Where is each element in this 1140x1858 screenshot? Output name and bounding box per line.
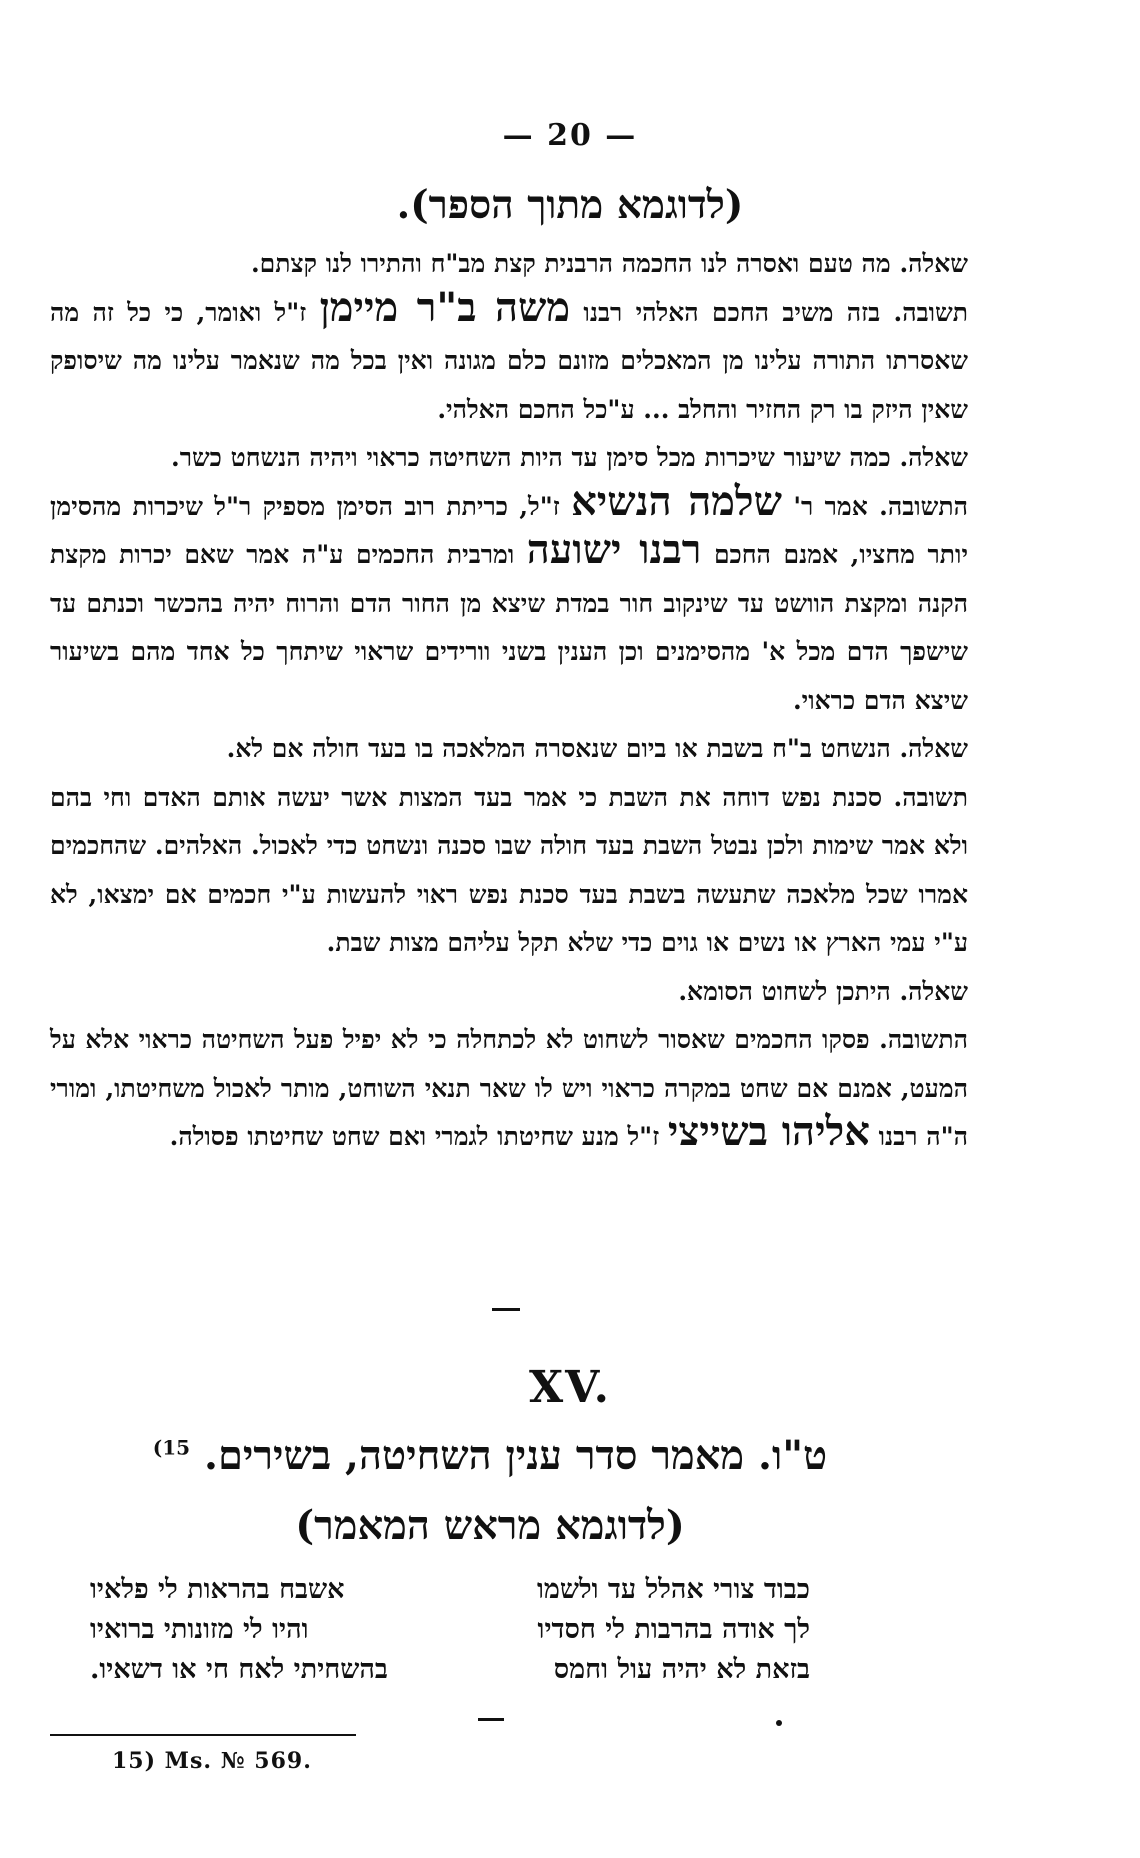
poem-hemistich-right: בזאת לא יהיה עול וחמס	[553, 1654, 810, 1685]
paragraph-question	[50, 725, 968, 774]
paragraph-text: היתכן לשחוט הסומא.	[678, 976, 900, 1006]
paragraph-answer	[50, 283, 969, 435]
person-name: רבנו ישועה	[526, 526, 702, 573]
poem-divider	[478, 1718, 504, 1721]
paragraph-label: שאלה.	[899, 249, 968, 278]
paragraph-answer	[50, 477, 969, 726]
section-heading-text: ט"ו. מאמר סדר ענין השחיטה, בשירים.	[204, 1432, 828, 1479]
paragraph-label: תשובה.	[893, 297, 969, 327]
page-number: — 20 —	[502, 118, 638, 153]
paragraph-text: פסקו החכמים שאסור לשחוט לא לכתחלה כי לא יפיל פעל השחיטה כראוי אלא על המעט, אמנם אם שחט במקרה כראוי ויש לו שאר תנאי השוחט, מותר לאכול משחיטתו, ומורי ה"ה רבנו	[50, 1025, 968, 1151]
poem-line	[90, 1610, 810, 1650]
paragraph-text: הנשחט ב"ח בשבת או ביום שנאסרה המלאכה בו בעד חולה אם לא.	[226, 734, 900, 763]
paragraph-label: תשובה.	[893, 782, 968, 812]
poem-hemistich-right: לך אודה בהרבות לי חסדיו	[537, 1614, 810, 1645]
section-subheading: (לדוגמא מראש המאמר)	[295, 1502, 685, 1549]
paragraph-answer	[50, 1016, 968, 1162]
poem-hemistich-left: והיו לי מזונותי ברואיו	[90, 1614, 309, 1645]
poem-hemistich-left: אשבח בהראות לי פלאיו	[90, 1574, 345, 1605]
paragraph-text: ומרבית החכמים ע"ה אמר שאם יכרות מקצת הקנה ומקצת הוושט עד שינקוב חור במדת שיצא מן החור הדם והרוח יהיה בהכשר וכנתם עד שישפך הדם מכל א' מהסימנים וכן הענין בשני וורידים שראוי שיתחך כל אחד מהם בשיעור שיצא הדם כראוי.	[50, 540, 968, 715]
poem-line	[90, 1570, 810, 1610]
paragraph-text: ז"ל מנע שחיטתו לגמרי ואם שחט שחיטתו פסולה.	[169, 1122, 668, 1151]
paragraph-label: התשובה.	[879, 1025, 968, 1054]
paragraph-text: ז"ל ואומר, כי כל זה מה שאסרתו התורה עלינו מן המאכלים מזונם כלם מגונה ואין בכל מה שנאמר עלינו מה שיסופק שאין היזק בו רק החזיר והחלב ... ע"כל החכם האלהי.	[50, 297, 968, 424]
paragraph-text: סכנת נפש דוחה את השבת כי אמר בעד המצות אשר יעשה אותם האדם וחי בהם ולא אמר שימות ולכן נבטל השבת בעד חולה שבו סכנה ונשחט כדי לאכול. האלהים. שהחכמים אמרו שכל מלאכה שתעשה בשבת בעד סכנת נפש ראוי להעשות ע"י חכמים אם ימצאו, לא ע"י עמי הארץ או נשים או גוים כדי שלא תקל עליהם מצות שבת.	[50, 782, 968, 957]
footnote-rule	[50, 1734, 356, 1736]
paragraph-question	[50, 968, 968, 1017]
footnote-mark: 15)	[152, 1435, 191, 1460]
paragraph-question	[50, 434, 968, 483]
poem-hemistich-right: כבוד צורי אהלל עד ולשמו	[536, 1574, 810, 1605]
section-heading	[50, 1432, 930, 1479]
footnote: 15) Ms. № 569.	[112, 1748, 312, 1774]
poem-line	[90, 1650, 810, 1690]
ink-dot	[776, 1720, 782, 1726]
body-text	[50, 240, 968, 1162]
poem-hemistich-left: בהשחיתי לאח חי או דשאיו.	[90, 1654, 388, 1685]
section-divider	[492, 1308, 520, 1311]
paragraph-label: שאלה.	[899, 976, 968, 1006]
paragraph-label: התשובה.	[879, 491, 969, 521]
paragraph-answer	[50, 774, 968, 968]
person-name: משה ב"ר מיימן	[319, 283, 571, 331]
paragraph-label: שאלה.	[899, 734, 968, 763]
paragraph-text: אמר ר'	[781, 491, 880, 521]
paragraph-text: מה טעם ואסרה לנו החכמה הרבנית קצת מב"ח והתירו לנו קצתם.	[250, 249, 900, 278]
page-title: (לדוגמא מתוך הספר).	[396, 182, 744, 228]
person-name: שלמה הנשיא	[571, 477, 782, 525]
paragraph-text: בזה משיב החכם האלהי רבנו	[570, 297, 894, 327]
paragraph-label: שאלה.	[899, 443, 968, 472]
section-numeral: XV.	[529, 1362, 611, 1413]
paragraph-text: כמה שיעור שיכרות מכל סימן עד היות השחיטה כראוי ויהיה הנשחט כשר.	[170, 443, 900, 472]
person-name: אליהו בשייצי	[667, 1108, 870, 1155]
paragraph-question	[50, 240, 968, 289]
paragraph-text: ז"ל, כריתת רוב הסימן מספיק ר"ל שיכרות מהסימן יותר מחציו, אמנם החכם	[50, 491, 968, 569]
poem	[90, 1570, 810, 1690]
